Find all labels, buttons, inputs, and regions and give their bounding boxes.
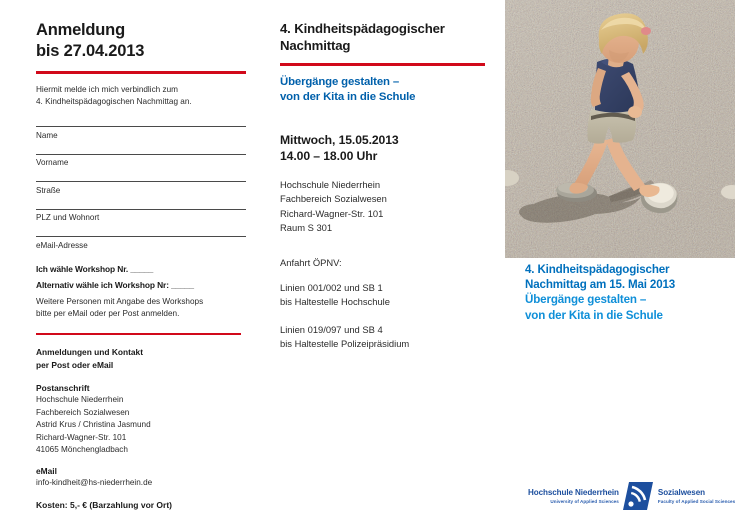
cover-column xyxy=(505,0,735,520)
postal-line-1: Hochschule Niederrhein xyxy=(36,395,124,405)
event-red-divider xyxy=(280,63,485,65)
form-fields xyxy=(36,126,246,258)
logo-faculty-name: Sozialwesen xyxy=(657,487,705,497)
venue-line-2: Fachbereich Sozialwesen xyxy=(280,193,387,205)
postal-line-2: Fachbereich Sozialwesen xyxy=(36,407,130,417)
red-divider-top xyxy=(36,71,246,74)
field-name-label: Name xyxy=(36,130,58,140)
event-date: Mittwoch, 15.05.2013 xyxy=(280,132,399,147)
field-email-label: eMail-Adresse xyxy=(36,240,88,250)
field-plz-wohnort-label: PLZ und Wohnort xyxy=(36,213,100,223)
postal-line-4: Richard-Wagner-Str. 101 xyxy=(36,432,127,442)
registration-intro-line2: 4. Kindheitspädagogischen Nachmittag an. xyxy=(36,97,192,107)
cover-headline-line3: Übergänge gestalten – xyxy=(525,293,647,307)
cover-headline xyxy=(525,262,730,323)
contact-heading-line1: Anmeldungen und Kontakt xyxy=(36,347,144,358)
field-strasse[interactable] xyxy=(36,181,246,203)
registration-column xyxy=(36,20,246,510)
cover-headline-line4: von der Kita in die Schule xyxy=(525,308,663,322)
email-heading: eMail xyxy=(36,465,57,476)
logo-university-tagline: University of Applied Sciences xyxy=(550,498,619,504)
registration-intro xyxy=(36,84,246,109)
event-title-line2: Nachmittag xyxy=(280,38,351,54)
contact-heading-line2: per Post oder eMail xyxy=(36,359,114,370)
spacer xyxy=(36,457,246,466)
registration-title-line2: bis 27.04.2013 xyxy=(36,42,145,61)
logo-mark-icon xyxy=(623,482,653,510)
event-title-line1: 4. Kindheitspädagogischer xyxy=(280,21,445,36)
workshop-choice-alternative[interactable]: Alternativ wähle ich Workshop Nr: _____ xyxy=(36,279,194,290)
event-title xyxy=(280,20,485,54)
field-plz-wohnort[interactable] xyxy=(36,209,246,231)
transit-route-2 xyxy=(280,323,485,352)
event-venue xyxy=(280,178,485,235)
cost-note: Kosten: 5,- € (Barzahlung vor Ort) xyxy=(36,500,173,511)
event-subtitle-line1: Übergänge gestalten – xyxy=(280,75,400,88)
registration-intro-line1: Hiermit melde ich mich verbindlich zum xyxy=(36,84,178,94)
logo-faculty-tagline: Faculty of Applied Social Sciences xyxy=(657,498,735,504)
event-subtitle-line2: von der Kita in die Schule xyxy=(280,90,416,103)
contact-heading xyxy=(36,346,246,371)
photo-illustration xyxy=(505,0,735,258)
postal-line-3: Astrid Krus / Christina Jasmund xyxy=(36,420,151,430)
venue-line-3: Richard-Wagner-Str. 101 xyxy=(280,207,384,219)
transit-route-1-lines: Linien 001/002 und SB 1 xyxy=(280,282,383,294)
logo-university-block xyxy=(528,488,623,504)
event-time: 14.00 – 18.00 Uhr xyxy=(280,148,378,163)
venue-line-4: Raum S 301 xyxy=(280,221,333,233)
additional-persons-note-line1: Weitere Personen mit Angabe des Workshops xyxy=(36,296,204,306)
additional-persons-note xyxy=(36,296,246,321)
postal-address-heading: Postanschrift xyxy=(36,383,90,394)
postal-line-5: 41065 Mönchengladbach xyxy=(36,445,128,455)
field-vorname[interactable] xyxy=(36,154,246,176)
university-logo xyxy=(528,479,735,513)
transit-route-1 xyxy=(280,281,485,310)
additional-persons-note-line2: bitte per eMail oder per Post anmelden. xyxy=(36,309,180,319)
red-divider-bottom xyxy=(36,333,241,335)
logo-university-name: Hochschule Niederrhein xyxy=(528,487,619,497)
cover-photo xyxy=(505,0,735,258)
registration-title-line1: Anmeldung xyxy=(36,21,125,39)
workshop-choice-primary[interactable]: Ich wähle Workshop Nr. _____ xyxy=(36,263,154,274)
registration-title xyxy=(36,20,246,62)
event-subtitle xyxy=(280,75,485,105)
field-strasse-label: Straße xyxy=(36,185,61,195)
email-address[interactable]: info-kindheit@hs-niederrhein.de xyxy=(36,477,153,487)
cover-headline-line2: Nachmittag am 15. Mai 2013 xyxy=(525,278,676,292)
transit-heading: Anfahrt ÖPNV: xyxy=(280,257,342,269)
email-block xyxy=(36,466,246,489)
field-email[interactable] xyxy=(36,236,246,258)
event-info-column xyxy=(280,20,485,351)
transit-route-2-stop: bis Haltestelle Polizeipräsidium xyxy=(280,338,410,350)
logo-faculty-block xyxy=(653,488,735,504)
cover-headline-line1: 4. Kindheitspädagogischer xyxy=(525,263,670,276)
transit-route-2-lines: Linien 019/097 und SB 4 xyxy=(280,323,383,335)
venue-line-1: Hochschule Niederrhein xyxy=(280,179,381,190)
transit-route-1-stop: bis Haltestelle Hochschule xyxy=(280,296,390,308)
field-vorname-label: Vorname xyxy=(36,158,69,168)
postal-address-block xyxy=(36,383,246,456)
logo-row xyxy=(528,479,735,513)
field-name[interactable] xyxy=(36,126,246,148)
event-datetime xyxy=(280,132,485,164)
